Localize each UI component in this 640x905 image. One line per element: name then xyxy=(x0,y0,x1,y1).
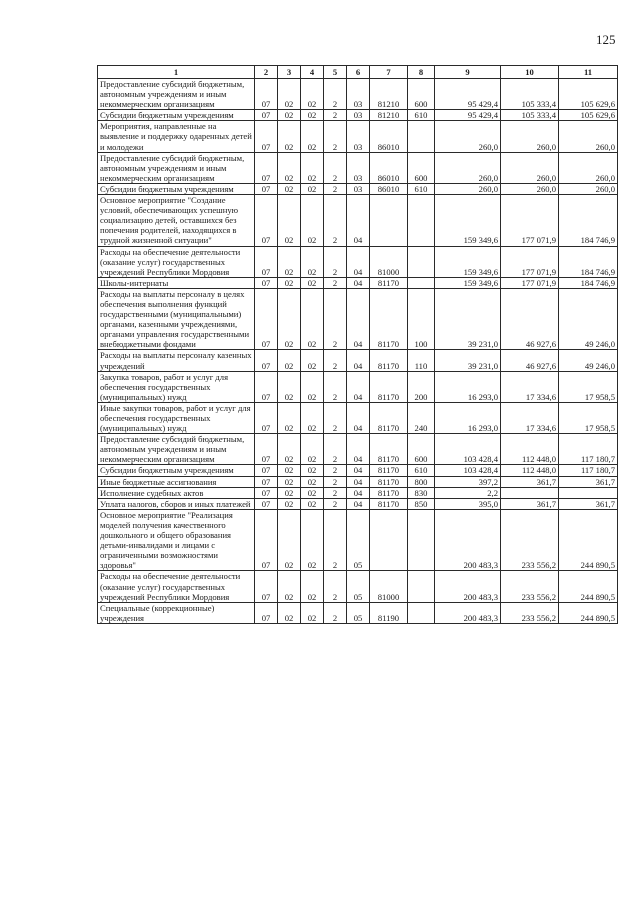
code-subprogram: 2 xyxy=(324,183,347,194)
amount-col-10 xyxy=(501,487,559,498)
table-row xyxy=(98,110,618,121)
row-name: Расходы на выплаты персоналу казенных учреждений xyxy=(98,350,255,371)
amount-col-11: 244 890,5 xyxy=(559,602,618,623)
table-body xyxy=(98,79,618,624)
table-row xyxy=(98,277,618,288)
code-subprogram: 2 xyxy=(324,79,347,110)
column-header: 3 xyxy=(278,66,301,79)
code-subprogram: 2 xyxy=(324,434,347,465)
table-row xyxy=(98,571,618,602)
code-expense-type: 610 xyxy=(408,183,435,194)
column-header: 6 xyxy=(347,66,370,79)
code-subsection: 02 xyxy=(278,121,301,152)
amount-col-11: 105 629,6 xyxy=(559,79,618,110)
code-section: 07 xyxy=(255,277,278,288)
amount-col-10: 361,7 xyxy=(501,476,559,487)
code-program: 02 xyxy=(301,79,324,110)
code-event: 03 xyxy=(347,79,370,110)
amount-col-9: 159 349,6 xyxy=(435,195,501,246)
amount-col-9: 39 231,0 xyxy=(435,350,501,371)
code-subsection: 02 xyxy=(278,288,301,350)
amount-col-11: 184 746,9 xyxy=(559,277,618,288)
code-program: 02 xyxy=(301,110,324,121)
code-subsection: 02 xyxy=(278,487,301,498)
amount-col-10: 112 448,0 xyxy=(501,434,559,465)
code-subprogram: 2 xyxy=(324,509,347,571)
row-name: Иные закупки товаров, работ и услуг для обеспечения государственных (муниципальных) нужд xyxy=(98,402,255,433)
row-name: Расходы на обеспечение деятельности (оказание услуг) государственных учреждений Республики Мордовия xyxy=(98,571,255,602)
amount-col-9: 103 428,4 xyxy=(435,434,501,465)
amount-col-9: 159 349,6 xyxy=(435,246,501,277)
table-row xyxy=(98,476,618,487)
code-direction: 86010 xyxy=(370,121,408,152)
amount-col-10: 233 556,2 xyxy=(501,509,559,571)
row-name: Специальные (коррекционные) учреждения xyxy=(98,602,255,623)
table-row xyxy=(98,498,618,509)
amount-col-11: 244 890,5 xyxy=(559,509,618,571)
amount-col-11: 17 958,5 xyxy=(559,371,618,402)
code-event: 03 xyxy=(347,110,370,121)
amount-col-9: 260,0 xyxy=(435,152,501,183)
code-section: 07 xyxy=(255,571,278,602)
amount-col-11: 244 890,5 xyxy=(559,571,618,602)
code-subsection: 02 xyxy=(278,246,301,277)
amount-col-10: 17 334,6 xyxy=(501,371,559,402)
amount-col-11: 117 180,7 xyxy=(559,465,618,476)
code-expense-type: 600 xyxy=(408,434,435,465)
table-row xyxy=(98,288,618,350)
amount-col-11: 49 246,0 xyxy=(559,288,618,350)
row-name: Предоставление субсидий бюджетным, автономным учреждениям и иным некоммерческим организациям xyxy=(98,434,255,465)
code-section: 07 xyxy=(255,371,278,402)
column-header: 1 xyxy=(98,66,255,79)
row-name: Расходы на обеспечение деятельности (оказание услуг) государственных учреждений Республики Мордовия xyxy=(98,246,255,277)
code-subprogram: 2 xyxy=(324,402,347,433)
code-subsection: 02 xyxy=(278,509,301,571)
code-section: 07 xyxy=(255,152,278,183)
code-subsection: 02 xyxy=(278,110,301,121)
code-subsection: 02 xyxy=(278,277,301,288)
code-section: 07 xyxy=(255,110,278,121)
code-program: 02 xyxy=(301,183,324,194)
amount-col-11: 361,7 xyxy=(559,498,618,509)
row-name: Субсидии бюджетным учреждениям xyxy=(98,110,255,121)
code-program: 02 xyxy=(301,402,324,433)
code-section: 07 xyxy=(255,434,278,465)
table-row xyxy=(98,246,618,277)
amount-col-10: 177 071,9 xyxy=(501,195,559,246)
code-section: 07 xyxy=(255,402,278,433)
row-name: Мероприятия, направленные на выявление и поддержку одаренных детей и молодежи xyxy=(98,121,255,152)
code-expense-type xyxy=(408,509,435,571)
code-event: 05 xyxy=(347,509,370,571)
amount-col-11: 361,7 xyxy=(559,476,618,487)
code-expense-type: 240 xyxy=(408,402,435,433)
code-subsection: 02 xyxy=(278,195,301,246)
code-direction xyxy=(370,195,408,246)
code-section: 07 xyxy=(255,476,278,487)
code-event: 04 xyxy=(347,195,370,246)
row-name: Основное мероприятие "Создание условий, обеспечивающих успешную социализацию детей, оставшихся без попечения родителей, находящихся в трудной жизненной ситуации" xyxy=(98,195,255,246)
amount-col-11: 184 746,9 xyxy=(559,195,618,246)
row-name: Расходы на выплаты персоналу в целях обеспечения выполнения функций государственными (муниципальными) органами, казенными учреждениями, органами управления государственными внебюджетными фондами xyxy=(98,288,255,350)
code-expense-type: 600 xyxy=(408,152,435,183)
code-expense-type: 850 xyxy=(408,498,435,509)
code-program: 02 xyxy=(301,602,324,623)
code-program: 02 xyxy=(301,277,324,288)
row-name: Иные бюджетные ассигнования xyxy=(98,476,255,487)
code-direction: 81170 xyxy=(370,402,408,433)
code-expense-type: 610 xyxy=(408,465,435,476)
code-subsection: 02 xyxy=(278,498,301,509)
code-subprogram: 2 xyxy=(324,498,347,509)
amount-col-10: 105 333,4 xyxy=(501,79,559,110)
table-row xyxy=(98,434,618,465)
amount-col-10: 260,0 xyxy=(501,152,559,183)
code-program: 02 xyxy=(301,465,324,476)
code-event: 04 xyxy=(347,288,370,350)
budget-table xyxy=(97,65,618,624)
amount-col-9: 2,2 xyxy=(435,487,501,498)
code-direction: 86010 xyxy=(370,183,408,194)
code-subprogram: 2 xyxy=(324,465,347,476)
amount-col-10: 260,0 xyxy=(501,183,559,194)
code-subsection: 02 xyxy=(278,465,301,476)
amount-col-9: 16 293,0 xyxy=(435,402,501,433)
code-section: 07 xyxy=(255,79,278,110)
code-expense-type xyxy=(408,121,435,152)
code-subprogram: 2 xyxy=(324,487,347,498)
row-name: Субсидии бюджетным учреждениям xyxy=(98,465,255,476)
code-subprogram: 2 xyxy=(324,288,347,350)
amount-col-9: 395,0 xyxy=(435,498,501,509)
code-program: 02 xyxy=(301,288,324,350)
code-direction: 81170 xyxy=(370,498,408,509)
amount-col-10: 361,7 xyxy=(501,498,559,509)
code-subsection: 02 xyxy=(278,434,301,465)
table-row xyxy=(98,402,618,433)
row-name: Исполнение судебных актов xyxy=(98,487,255,498)
page-number: 125 xyxy=(596,32,616,47)
code-expense-type xyxy=(408,195,435,246)
amount-col-9: 260,0 xyxy=(435,121,501,152)
code-event: 04 xyxy=(347,246,370,277)
code-section: 07 xyxy=(255,487,278,498)
table-row xyxy=(98,79,618,110)
amount-col-10: 17 334,6 xyxy=(501,402,559,433)
code-expense-type: 600 xyxy=(408,79,435,110)
table-row xyxy=(98,152,618,183)
column-header: 9 xyxy=(435,66,501,79)
table-row xyxy=(98,121,618,152)
column-header: 4 xyxy=(301,66,324,79)
amount-col-9: 39 231,0 xyxy=(435,288,501,350)
row-name: Основное мероприятие "Реализация моделей получения качественного дошкольного и общего образования детьми-инвалидами и лицами с ограниченными возможностями здоровья" xyxy=(98,509,255,571)
column-header: 7 xyxy=(370,66,408,79)
code-event: 04 xyxy=(347,476,370,487)
code-expense-type: 610 xyxy=(408,110,435,121)
header-row xyxy=(98,66,618,79)
code-program: 02 xyxy=(301,487,324,498)
amount-col-10: 46 927,6 xyxy=(501,350,559,371)
amount-col-11: 260,0 xyxy=(559,183,618,194)
code-program: 02 xyxy=(301,152,324,183)
code-direction: 81000 xyxy=(370,246,408,277)
code-subprogram: 2 xyxy=(324,277,347,288)
code-section: 07 xyxy=(255,498,278,509)
amount-col-9: 103 428,4 xyxy=(435,465,501,476)
table-row xyxy=(98,195,618,246)
amount-col-11 xyxy=(559,487,618,498)
code-subprogram: 2 xyxy=(324,476,347,487)
code-program: 02 xyxy=(301,195,324,246)
code-expense-type: 110 xyxy=(408,350,435,371)
code-expense-type: 800 xyxy=(408,476,435,487)
code-direction: 81170 xyxy=(370,476,408,487)
code-program: 02 xyxy=(301,246,324,277)
code-subsection: 02 xyxy=(278,79,301,110)
row-name: Уплата налогов, сборов и иных платежей xyxy=(98,498,255,509)
row-name: Школы-интернаты xyxy=(98,277,255,288)
amount-col-11: 17 958,5 xyxy=(559,402,618,433)
amount-col-11: 260,0 xyxy=(559,121,618,152)
amount-col-10: 177 071,9 xyxy=(501,246,559,277)
code-expense-type: 100 xyxy=(408,288,435,350)
code-event: 04 xyxy=(347,350,370,371)
code-direction: 81210 xyxy=(370,79,408,110)
column-header: 8 xyxy=(408,66,435,79)
code-expense-type: 200 xyxy=(408,371,435,402)
code-subsection: 02 xyxy=(278,571,301,602)
code-expense-type xyxy=(408,602,435,623)
amount-col-10: 233 556,2 xyxy=(501,571,559,602)
code-section: 07 xyxy=(255,602,278,623)
code-event: 04 xyxy=(347,277,370,288)
row-name: Субсидии бюджетным учреждениям xyxy=(98,183,255,194)
code-expense-type xyxy=(408,246,435,277)
code-program: 02 xyxy=(301,571,324,602)
code-subprogram: 2 xyxy=(324,246,347,277)
code-event: 04 xyxy=(347,465,370,476)
amount-col-10: 177 071,9 xyxy=(501,277,559,288)
code-subsection: 02 xyxy=(278,402,301,433)
code-section: 07 xyxy=(255,288,278,350)
code-direction: 81170 xyxy=(370,350,408,371)
code-event: 03 xyxy=(347,121,370,152)
code-program: 02 xyxy=(301,509,324,571)
amount-col-11: 105 629,6 xyxy=(559,110,618,121)
code-event: 04 xyxy=(347,487,370,498)
code-program: 02 xyxy=(301,121,324,152)
code-subsection: 02 xyxy=(278,476,301,487)
table-row xyxy=(98,183,618,194)
amount-col-9: 200 483,3 xyxy=(435,571,501,602)
code-subprogram: 2 xyxy=(324,371,347,402)
code-direction: 81170 xyxy=(370,465,408,476)
code-direction xyxy=(370,509,408,571)
code-direction: 81170 xyxy=(370,288,408,350)
column-header: 10 xyxy=(501,66,559,79)
code-direction: 81170 xyxy=(370,487,408,498)
code-program: 02 xyxy=(301,350,324,371)
code-section: 07 xyxy=(255,465,278,476)
code-event: 05 xyxy=(347,602,370,623)
code-section: 07 xyxy=(255,183,278,194)
code-direction: 81170 xyxy=(370,277,408,288)
amount-col-10: 233 556,2 xyxy=(501,602,559,623)
code-section: 07 xyxy=(255,195,278,246)
code-section: 07 xyxy=(255,246,278,277)
amount-col-9: 200 483,3 xyxy=(435,509,501,571)
code-program: 02 xyxy=(301,371,324,402)
code-expense-type: 830 xyxy=(408,487,435,498)
code-expense-type xyxy=(408,571,435,602)
column-header: 11 xyxy=(559,66,618,79)
code-direction: 86010 xyxy=(370,152,408,183)
code-subsection: 02 xyxy=(278,183,301,194)
amount-col-9: 95 429,4 xyxy=(435,110,501,121)
row-name: Предоставление субсидий бюджетным, автономным учреждениям и иным некоммерческим организациям xyxy=(98,79,255,110)
code-subsection: 02 xyxy=(278,350,301,371)
code-event: 05 xyxy=(347,571,370,602)
amount-col-11: 184 746,9 xyxy=(559,246,618,277)
code-section: 07 xyxy=(255,509,278,571)
amount-col-10: 46 927,6 xyxy=(501,288,559,350)
code-event: 04 xyxy=(347,402,370,433)
amount-col-9: 159 349,6 xyxy=(435,277,501,288)
code-direction: 81170 xyxy=(370,434,408,465)
column-header: 2 xyxy=(255,66,278,79)
code-subprogram: 2 xyxy=(324,571,347,602)
code-subprogram: 2 xyxy=(324,602,347,623)
table-row xyxy=(98,371,618,402)
code-subprogram: 2 xyxy=(324,121,347,152)
code-subprogram: 2 xyxy=(324,152,347,183)
code-program: 02 xyxy=(301,434,324,465)
table-row xyxy=(98,602,618,623)
table-row xyxy=(98,465,618,476)
amount-col-9: 260,0 xyxy=(435,183,501,194)
code-subsection: 02 xyxy=(278,602,301,623)
table-row xyxy=(98,487,618,498)
code-subsection: 02 xyxy=(278,152,301,183)
amount-col-9: 16 293,0 xyxy=(435,371,501,402)
table-row xyxy=(98,350,618,371)
code-subprogram: 2 xyxy=(324,110,347,121)
table-row xyxy=(98,509,618,571)
code-event: 04 xyxy=(347,434,370,465)
amount-col-10: 112 448,0 xyxy=(501,465,559,476)
code-direction: 81170 xyxy=(370,371,408,402)
amount-col-10: 105 333,4 xyxy=(501,110,559,121)
code-subprogram: 2 xyxy=(324,350,347,371)
amount-col-9: 397,2 xyxy=(435,476,501,487)
amount-col-11: 260,0 xyxy=(559,152,618,183)
amount-col-10: 260,0 xyxy=(501,121,559,152)
amount-col-9: 95 429,4 xyxy=(435,79,501,110)
code-subsection: 02 xyxy=(278,371,301,402)
amount-col-9: 200 483,3 xyxy=(435,602,501,623)
code-program: 02 xyxy=(301,498,324,509)
code-expense-type xyxy=(408,277,435,288)
code-event: 04 xyxy=(347,498,370,509)
row-name: Предоставление субсидий бюджетным, автономным учреждениям и иным некоммерческим организациям xyxy=(98,152,255,183)
code-subprogram: 2 xyxy=(324,195,347,246)
code-section: 07 xyxy=(255,121,278,152)
code-program: 02 xyxy=(301,476,324,487)
code-direction: 81190 xyxy=(370,602,408,623)
code-section: 07 xyxy=(255,350,278,371)
code-event: 04 xyxy=(347,371,370,402)
row-name: Закупка товаров, работ и услуг для обеспечения государственных (муниципальных) нужд xyxy=(98,371,255,402)
code-direction: 81210 xyxy=(370,110,408,121)
code-event: 03 xyxy=(347,152,370,183)
code-event: 03 xyxy=(347,183,370,194)
amount-col-11: 49 246,0 xyxy=(559,350,618,371)
column-header: 5 xyxy=(324,66,347,79)
code-direction: 81000 xyxy=(370,571,408,602)
amount-col-11: 117 180,7 xyxy=(559,434,618,465)
